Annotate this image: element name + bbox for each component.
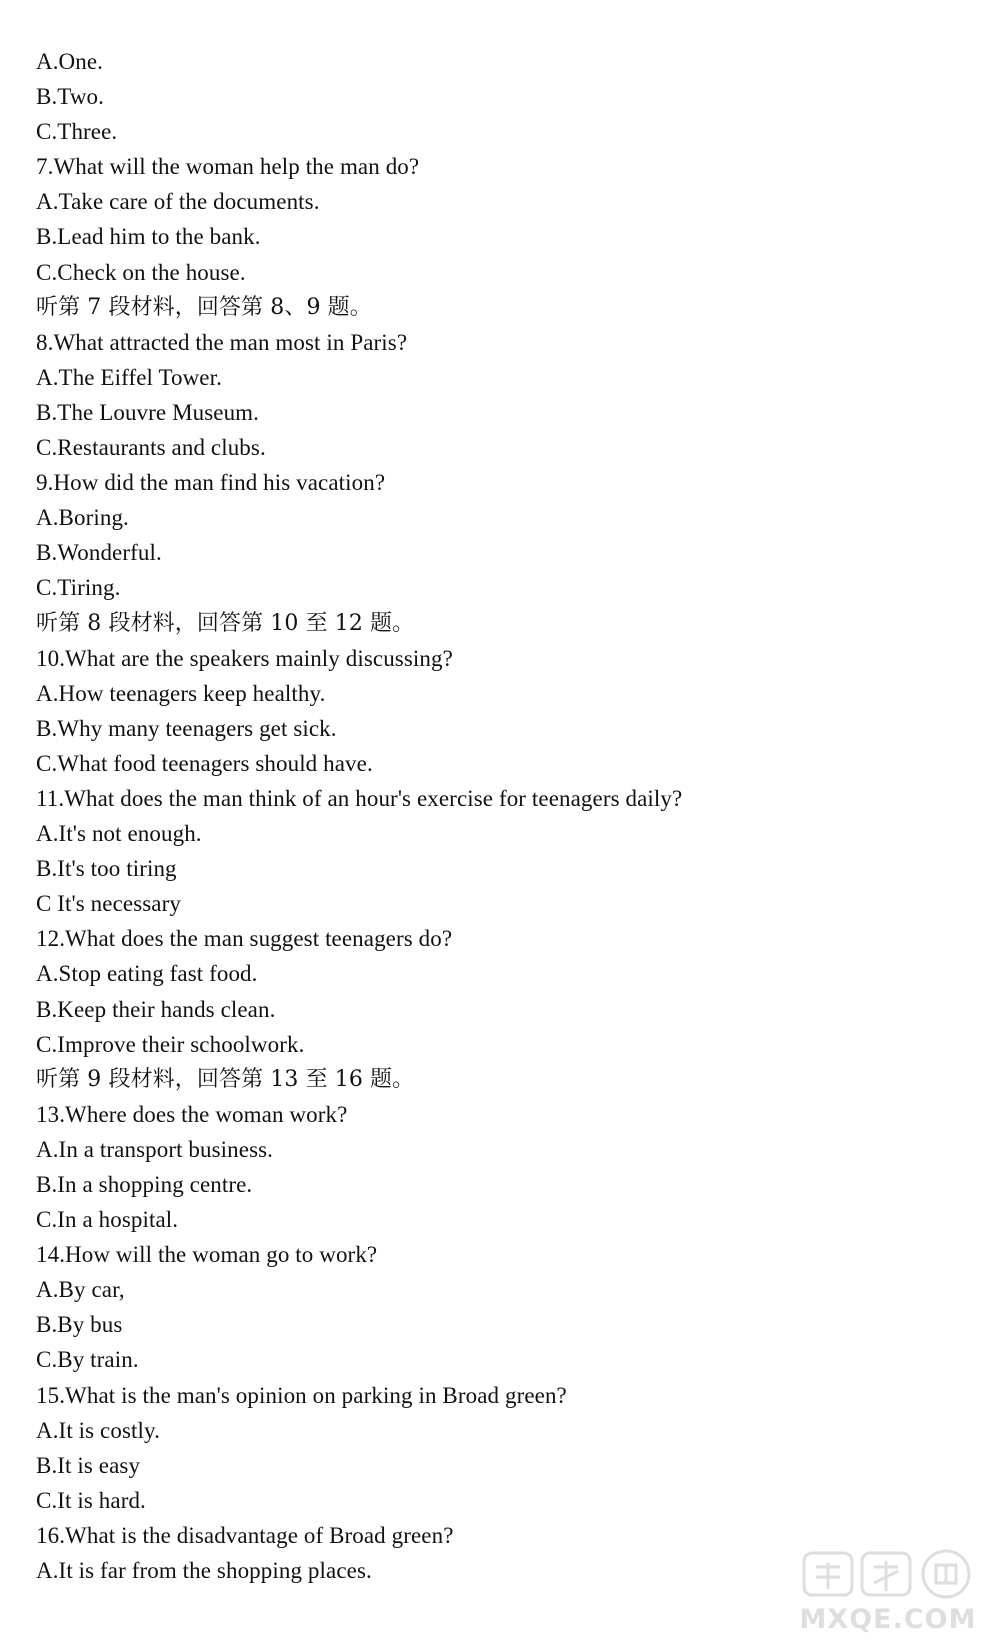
option-line: C.By train.: [36, 1347, 139, 1373]
option-line: A.In a transport business.: [36, 1136, 274, 1162]
option-line: C It's necessary: [36, 891, 181, 917]
question-line: 14.How will the woman go to work?: [36, 1242, 378, 1268]
question-line: 11.What does the man think of an hour's exercise for teenagers daily?: [36, 785, 683, 811]
option-line: B.It is easy: [36, 1452, 141, 1478]
option-line: A.The Eiffel Tower.: [36, 364, 222, 390]
option-line: A.Take care of the documents.: [36, 189, 320, 215]
option-line: C.What food teenagers should have.: [36, 750, 373, 776]
question-line: 13.Where does the woman work?: [36, 1101, 348, 1127]
option-line: A.Boring.: [36, 505, 129, 531]
option-line: B.It's too tiring: [36, 856, 177, 882]
question-line: 15.What is the man's opinion on parking in Broad green?: [36, 1382, 567, 1408]
option-line: C.Tiring.: [36, 575, 121, 601]
option-line: A.Stop eating fast food.: [36, 961, 258, 987]
option-line: B.Lead him to the bank.: [36, 224, 261, 250]
document-body: [36, 44, 976, 1588]
watermark-site-text: MXQE.COM: [799, 1604, 977, 1635]
question-line: 7.What will the woman help the man do?: [36, 154, 420, 180]
option-line: C.Check on the house.: [36, 259, 246, 285]
option-line: C.Three.: [36, 119, 118, 145]
option-line: B.Why many teenagers get sick.: [36, 715, 337, 741]
option-line: A.It's not enough.: [36, 821, 202, 847]
option-line: A.One.: [36, 49, 104, 74]
watermark-logo: [798, 1545, 978, 1601]
option-line: B.In a shopping centre.: [36, 1172, 253, 1197]
option-line: A.By car,: [36, 1277, 125, 1303]
option-line: B.By bus: [36, 1312, 123, 1338]
option-line: C.Restaurants and clubs.: [36, 435, 266, 461]
section-heading: 听第 8 段材料，回答第 10 至 12 题。: [36, 610, 415, 636]
option-line: C.Improve their schoolwork.: [36, 1031, 305, 1057]
question-line: 9.How did the man find his vacation?: [36, 470, 386, 496]
option-line: C.It is hard.: [36, 1487, 146, 1513]
section-heading: 听第 7 段材料，回答第 8、9 题。: [36, 294, 372, 320]
question-line: 10.What are the speakers mainly discussing?: [36, 645, 453, 671]
option-line: A.It is far from the shopping places.: [36, 1558, 372, 1584]
watermark: [798, 1545, 978, 1635]
option-line: B.Keep their hands clean.: [36, 996, 276, 1022]
option-line: A.It is costly.: [36, 1417, 160, 1443]
section-heading: 听第 9 段材料，回答第 13 至 16 题。: [36, 1066, 415, 1092]
option-line: B.Wonderful.: [36, 540, 162, 566]
question-line: 8.What attracted the man most in Paris?: [36, 329, 408, 355]
option-line: B.The Louvre Museum.: [36, 399, 260, 425]
question-line: 12.What does the man suggest teenagers do?: [36, 926, 453, 952]
option-line: C.In a hospital.: [36, 1207, 179, 1233]
option-line: B.Two.: [36, 84, 104, 110]
option-line: A.How teenagers keep healthy.: [36, 680, 326, 706]
question-line: 16.What is the disadvantage of Broad green?: [36, 1522, 454, 1548]
